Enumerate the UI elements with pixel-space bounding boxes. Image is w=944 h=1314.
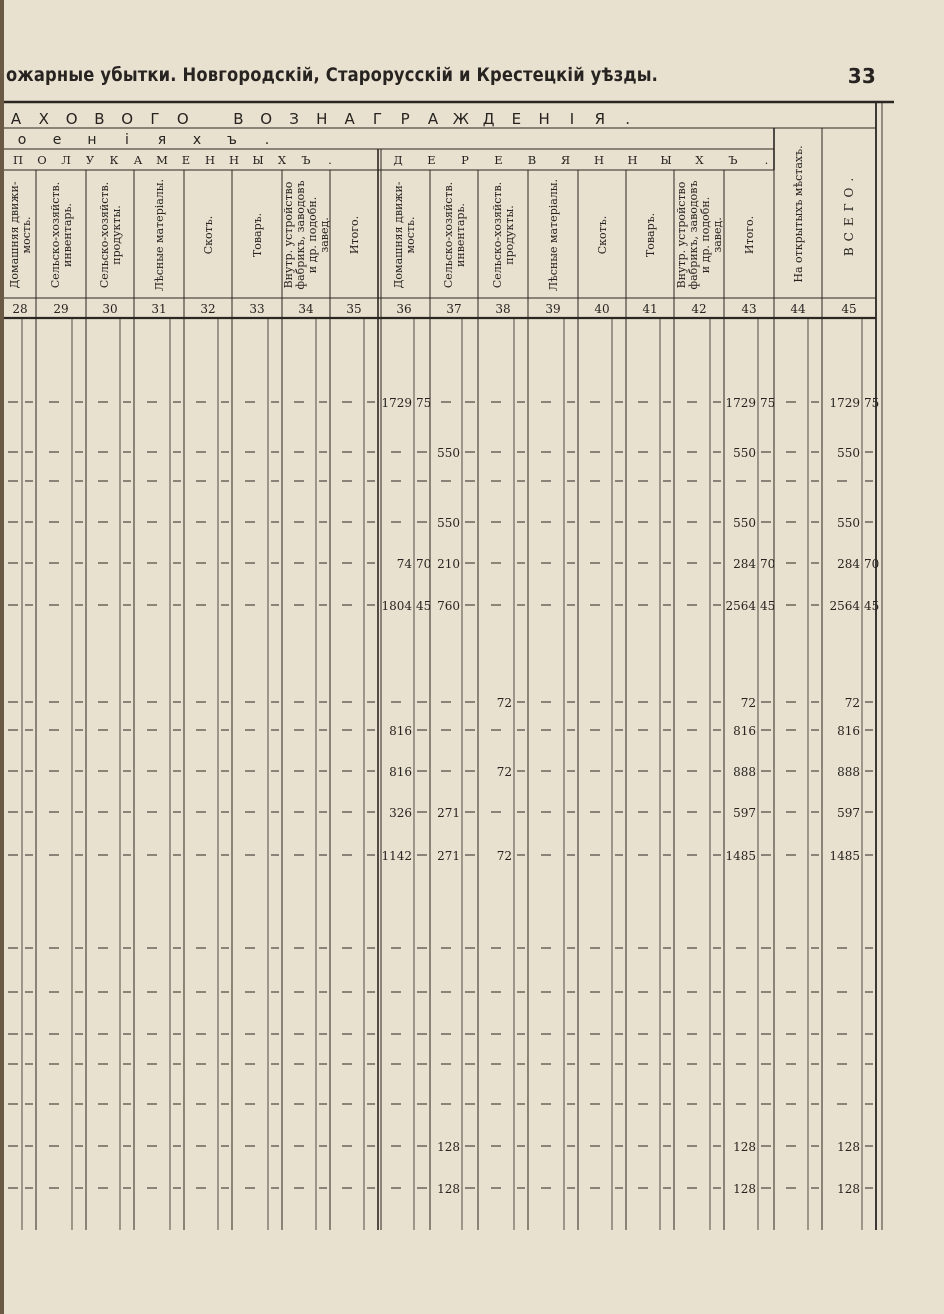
column-label: Сельско-хозяйств.	[48, 181, 62, 289]
group-header-char: Ы	[252, 153, 264, 167]
group-header-char: Н	[627, 153, 638, 167]
header-span-char: .	[264, 132, 270, 148]
column-label: Итого.	[742, 215, 756, 255]
header-span-char: Н	[316, 110, 328, 128]
cell-kopecks: 70	[416, 557, 432, 571]
group-header-char: Ы	[660, 153, 672, 167]
header-span-char: н	[87, 132, 97, 148]
column-label: Сельско-хозяйств.	[441, 181, 455, 289]
header-span-char: О	[260, 110, 273, 128]
cell-rubles: 597	[837, 806, 860, 820]
group-header-char: К	[109, 153, 119, 167]
group-header-char: Е	[181, 153, 191, 167]
column-number: 39	[545, 302, 561, 316]
header-span-char: І	[569, 110, 575, 128]
column-label: инвентарь.	[453, 203, 467, 267]
group-header-char: .	[764, 153, 769, 167]
header-span-char: В	[233, 110, 244, 128]
column-label: фабрикъ, заводовъ	[686, 180, 700, 290]
group-header-char: Р	[461, 153, 469, 167]
cell-rubles: 1485	[725, 849, 756, 863]
column-number: 38	[495, 302, 511, 316]
group-header-char: П	[12, 153, 24, 167]
cell-rubles: 816	[389, 765, 412, 779]
column-label: Итого.	[347, 215, 361, 255]
column-label: продукты.	[109, 205, 123, 265]
running-head	[6, 62, 876, 92]
column-number: 41	[642, 302, 658, 316]
group-header-char: Х	[277, 153, 287, 167]
header-span-char: Ж	[452, 110, 469, 128]
column-label: Домашняя движи-	[391, 181, 405, 289]
page-number: 33	[847, 64, 876, 88]
column-number: 42	[691, 302, 707, 316]
column-number: 33	[249, 302, 265, 316]
header-span-char: Е	[511, 110, 522, 128]
header-span-char: Г	[372, 110, 382, 128]
group-header-char: М	[156, 153, 168, 167]
header-span-char: Г	[150, 110, 160, 128]
header-span-char: З	[289, 110, 299, 128]
cell-kopecks: 70	[864, 557, 880, 571]
header-span-char: я	[157, 132, 167, 148]
column-label: Лѣсные матеріалы.	[152, 178, 166, 292]
header-span-char: Д	[482, 110, 495, 128]
cell-rubles: 72	[496, 765, 512, 779]
cell-rubles: 816	[733, 724, 756, 738]
statistics-table	[4, 100, 894, 1230]
cell-rubles: 210	[437, 557, 460, 571]
cell-rubles: 1729	[725, 396, 756, 410]
cell-rubles: 1729	[829, 396, 860, 410]
header-span-char: А	[10, 110, 22, 128]
group-header-char: Д	[393, 153, 403, 167]
header-span-char: Н	[538, 110, 550, 128]
header-span-char: х	[192, 132, 202, 148]
header-span-char: Х	[38, 110, 49, 128]
cell-rubles: 128	[837, 1182, 860, 1196]
cell-rubles: 271	[437, 806, 460, 820]
column-label: Внутр. устройство	[281, 181, 295, 289]
column-number: 28	[12, 302, 28, 316]
header-span-char: О	[65, 110, 78, 128]
group-header-char: Х	[695, 153, 704, 167]
cell-rubles: 326	[389, 806, 412, 820]
cell-rubles: 760	[437, 599, 460, 613]
column-label: и др. подобн.	[698, 196, 712, 274]
group-header-char: Ъ	[728, 153, 738, 167]
column-number: 37	[446, 302, 462, 316]
column-label: Лѣсные матеріалы.	[546, 178, 560, 292]
cell-rubles: 2564	[725, 599, 756, 613]
cell-kopecks: 45	[760, 599, 776, 613]
cell-kopecks: 75	[416, 396, 432, 410]
group-header-char: У	[85, 153, 95, 167]
cell-rubles: 550	[837, 446, 860, 460]
column-number: 35	[346, 302, 362, 316]
cell-rubles: 550	[437, 446, 460, 460]
header-span-char: О	[176, 110, 189, 128]
cell-rubles: 550	[837, 516, 860, 530]
header-span-char: А	[344, 110, 355, 128]
cell-rubles: 1142	[381, 849, 412, 863]
group-header-char: Н	[204, 153, 216, 167]
group-header-char: .	[328, 153, 332, 167]
column-label: мость.	[403, 216, 417, 254]
column-number: 34	[298, 302, 314, 316]
cell-rubles: 1729	[381, 396, 412, 410]
column-label: Сельско-хозяйств.	[490, 181, 504, 289]
cell-rubles: 72	[740, 696, 756, 710]
cell-kopecks: 45	[864, 599, 880, 613]
group-header-char: Е	[494, 153, 503, 167]
column-label: Скотъ.	[595, 215, 609, 255]
column-number: 36	[396, 302, 412, 316]
column-number: 45	[841, 302, 857, 316]
column-number: 30	[102, 302, 118, 316]
header-span-char: Р	[400, 110, 410, 128]
cell-rubles: 597	[733, 806, 756, 820]
cell-kopecks: 70	[760, 557, 776, 571]
header-span-char: .	[625, 110, 630, 128]
column-number: 31	[151, 302, 167, 316]
table-grid	[4, 100, 894, 1230]
column-label: инвентарь.	[60, 203, 74, 267]
cell-rubles: 72	[496, 849, 512, 863]
cell-kopecks: 45	[416, 599, 432, 613]
header-span-char: О	[121, 110, 134, 128]
cell-rubles: 550	[733, 446, 756, 460]
cell-rubles: 128	[437, 1140, 460, 1154]
cell-rubles: 1485	[829, 849, 860, 863]
header-span-char: А	[427, 110, 439, 128]
column-number: 40	[594, 302, 610, 316]
cell-rubles: 284	[837, 557, 860, 571]
cell-rubles: 888	[733, 765, 756, 779]
column-label: Товаръ.	[250, 212, 264, 258]
cell-rubles: 271	[437, 849, 460, 863]
column-label: и др. подобн.	[305, 196, 319, 274]
cell-rubles: 550	[733, 516, 756, 530]
header-span-char: е	[52, 132, 62, 148]
group-header-char: Е	[427, 153, 436, 167]
group-header-char: Я	[560, 153, 571, 167]
cell-rubles: 888	[837, 765, 860, 779]
group-header-char: Н	[228, 153, 240, 167]
column-label: продукты.	[502, 205, 516, 265]
cell-rubles: 816	[389, 724, 412, 738]
cell-rubles: 128	[437, 1182, 460, 1196]
cell-rubles: 284	[733, 557, 756, 571]
column-label: фабрикъ, заводовъ	[293, 180, 307, 290]
header-span-char: ъ	[227, 132, 237, 148]
cell-rubles: 550	[437, 516, 460, 530]
column-label: Товаръ.	[643, 212, 657, 258]
cell-kopecks: 75	[864, 396, 880, 410]
group-header-char: Ъ	[301, 153, 311, 167]
header-span-char: Я	[594, 110, 606, 128]
column-number: 32	[200, 302, 216, 316]
group-header-char: А	[133, 153, 143, 167]
group-header-char: О	[37, 153, 47, 167]
column-label: завед.	[710, 217, 724, 253]
header-span-char: і	[125, 132, 129, 148]
header-span-char: В	[94, 110, 105, 128]
column-label: Домашняя движи-	[7, 181, 21, 289]
cell-rubles: 2564	[829, 599, 860, 613]
group-header-char: Л	[61, 153, 71, 167]
cell-kopecks: 75	[760, 396, 776, 410]
group-header-char: В	[527, 153, 537, 167]
column-label: Скотъ.	[201, 215, 215, 255]
header-span-char: о	[17, 132, 27, 148]
column-label: завед.	[317, 217, 331, 253]
cell-rubles: 72	[496, 696, 512, 710]
cell-rubles: 128	[733, 1182, 756, 1196]
column-label: Внутр. устройство	[674, 181, 688, 289]
cell-rubles: 128	[837, 1140, 860, 1154]
column-number: 29	[53, 302, 69, 316]
column-label: мость.	[19, 216, 33, 254]
column-number: 44	[790, 302, 806, 316]
column-label: На открытыхъ мѣстахъ.	[791, 145, 805, 283]
cell-rubles: 1804	[381, 599, 412, 613]
cell-rubles: 72	[844, 696, 860, 710]
cell-rubles: 128	[733, 1140, 756, 1154]
group-header-char: Н	[593, 153, 605, 167]
cell-rubles: 74	[396, 557, 412, 571]
column-number: 43	[741, 302, 757, 316]
column-label: ВСЕГО.	[842, 171, 857, 257]
column-label: Сельско-хозяйств.	[97, 181, 111, 289]
cell-rubles: 816	[837, 724, 860, 738]
page-title: ожарные убытки. Новгородскій, Старорусскій и Крестецкій уѣзды.	[6, 64, 659, 86]
